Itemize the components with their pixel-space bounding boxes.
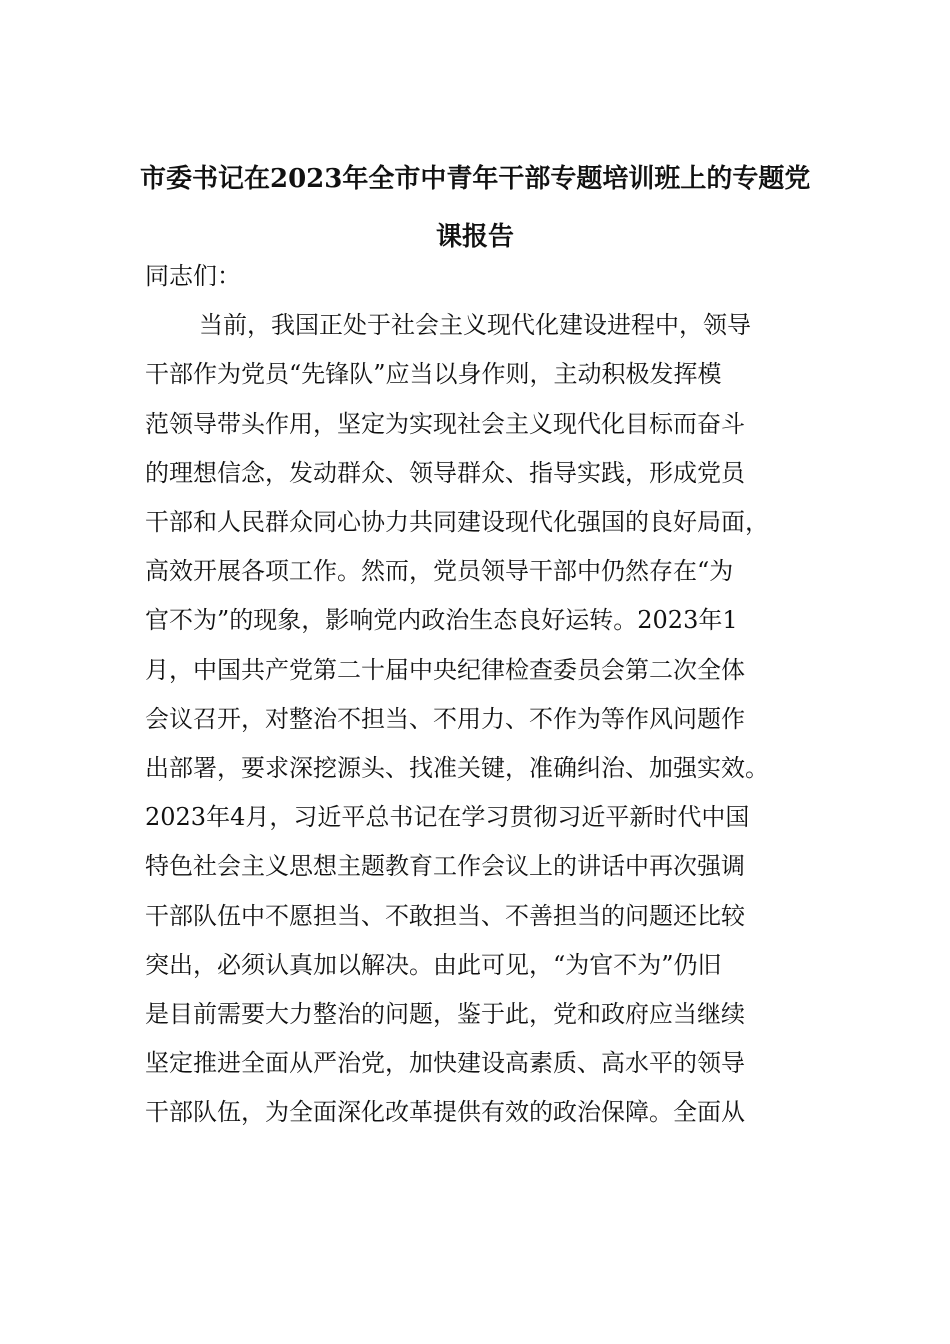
paragraph-line: 干部和人民群众同心协力共同建设现代化强国的良好局面， [145, 508, 769, 537]
paragraph-line: 是目前需要大力整治的问题，鉴于此，党和政府应当继续 [145, 1000, 745, 1029]
paragraph-line: 突出，必须认真加以解决。由此可见，“为官不为”仍旧 [145, 950, 722, 979]
document-title [140, 150, 810, 266]
paragraph-line: 出部署，要求深挖源头、找准关键，准确纠治、加强实效。 [145, 754, 769, 783]
paragraph-line: 干部队伍，为全面深化改革提供有效的政治保障。全面从 [145, 1098, 745, 1127]
paragraph-line: 坚定推进全面从严治党，加快建设高素质、高水平的领导 [145, 1049, 745, 1078]
paragraph-line: 的理想信念，发动群众、领导群众、指导实践，形成党员 [145, 458, 745, 487]
salutation: 同志们： [145, 262, 241, 290]
paragraph-line: 官不为”的现象，影响党内政治生态良好运转。2023年1 [145, 606, 738, 635]
paragraph-line: 特色社会主义思想主题教育工作会议上的讲话中再次强调 [145, 852, 745, 881]
paragraph-line: 月，中国共产党第二十届中央纪律检查委员会第二次全体 [145, 655, 745, 684]
paragraph-line: 2023年4月，习近平总书记在学习贯彻习近平新时代中国 [145, 803, 750, 832]
title-line-2: 课报告 [435, 222, 514, 252]
title-line-1: 市委书记在2023年全市中青年干部专题培训班上的专题党 [140, 164, 811, 194]
paragraph-line: 会议召开，对整治不担当、不用力、不作为等作风问题作 [145, 704, 745, 733]
document-body [145, 252, 810, 1138]
paragraph-line: 干部队伍中不愿担当、不敢担当、不善担当的问题还比较 [145, 901, 745, 930]
paragraph-line: 高效开展各项工作。然而，党员领导干部中仍然存在“为 [145, 557, 734, 586]
paragraph-line: 干部作为党员“先锋队”应当以身作则，主动积极发挥模 [145, 360, 722, 389]
paragraph-line: 范领导带头作用，坚定为实现社会主义现代化目标而奋斗 [145, 409, 745, 438]
paragraph-line: 当前，我国正处于社会主义现代化建设进程中，领导 [199, 311, 751, 340]
